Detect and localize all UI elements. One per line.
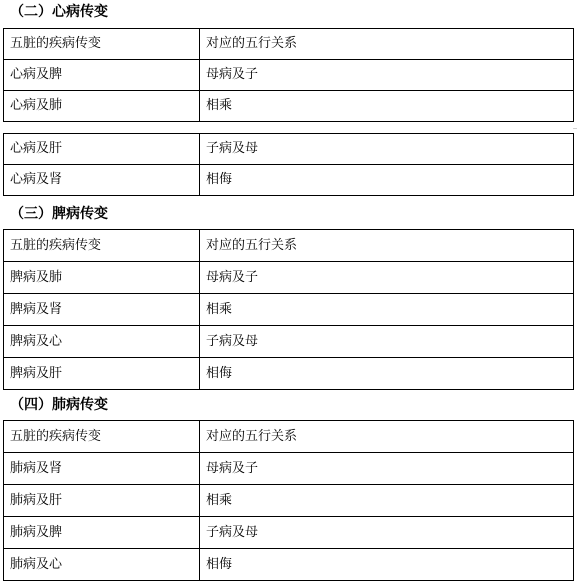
table-spleen [3, 229, 574, 390]
cell-transmission: 肺病及心 [4, 549, 200, 581]
cell-relation: 子病及母 [200, 326, 574, 358]
table-row [4, 134, 574, 165]
table-row [4, 485, 574, 517]
header-cell-five-phases-relation: 对应的五行关系 [200, 29, 574, 60]
header-cell-disease-transmission: 五脏的疾病传变 [4, 230, 200, 262]
table-row [4, 91, 574, 122]
table-lung [3, 420, 574, 581]
table-row [4, 517, 574, 549]
header-cell-five-phases-relation: 对应的五行关系 [200, 230, 574, 262]
cell-relation: 相乘 [200, 485, 574, 517]
cell-transmission: 心病及脾 [4, 60, 200, 91]
cell-relation: 相侮 [200, 358, 574, 390]
table-heart-part2 [3, 133, 574, 196]
section-heading-heart: （二）心病传变 [10, 4, 108, 20]
cell-relation: 母病及子 [200, 60, 574, 91]
cell-transmission: 脾病及心 [4, 326, 200, 358]
table-row [4, 60, 574, 91]
cell-transmission: 心病及肝 [4, 134, 200, 165]
header-cell-disease-transmission: 五脏的疾病传变 [4, 29, 200, 60]
header-cell-five-phases-relation: 对应的五行关系 [200, 421, 574, 453]
table-row [4, 549, 574, 581]
cell-transmission: 脾病及肺 [4, 262, 200, 294]
cell-relation: 相乘 [200, 91, 574, 122]
page-break-marker [573, 128, 577, 129]
section-heading-lung: （四）肺病传变 [10, 397, 108, 413]
cell-relation: 相侮 [200, 549, 574, 581]
table-heart-part1 [3, 28, 574, 122]
table-row [4, 326, 574, 358]
table-header-row [4, 29, 574, 60]
cell-transmission: 肺病及脾 [4, 517, 200, 549]
header-cell-disease-transmission: 五脏的疾病传变 [4, 421, 200, 453]
cell-relation: 子病及母 [200, 517, 574, 549]
cell-relation: 相侮 [200, 165, 574, 196]
table-header-row [4, 230, 574, 262]
section-heading-spleen: （三）脾病传变 [10, 206, 108, 222]
cell-relation: 母病及子 [200, 453, 574, 485]
cell-relation: 子病及母 [200, 134, 574, 165]
cell-transmission: 心病及肾 [4, 165, 200, 196]
table-row [4, 358, 574, 390]
cell-transmission: 脾病及肾 [4, 294, 200, 326]
cell-transmission: 心病及肺 [4, 91, 200, 122]
cell-transmission: 脾病及肝 [4, 358, 200, 390]
table-row [4, 262, 574, 294]
cell-transmission: 肺病及肝 [4, 485, 200, 517]
table-row [4, 294, 574, 326]
cell-relation: 母病及子 [200, 262, 574, 294]
table-header-row [4, 421, 574, 453]
cell-transmission: 肺病及肾 [4, 453, 200, 485]
table-row [4, 453, 574, 485]
cell-relation: 相乘 [200, 294, 574, 326]
table-row [4, 165, 574, 196]
